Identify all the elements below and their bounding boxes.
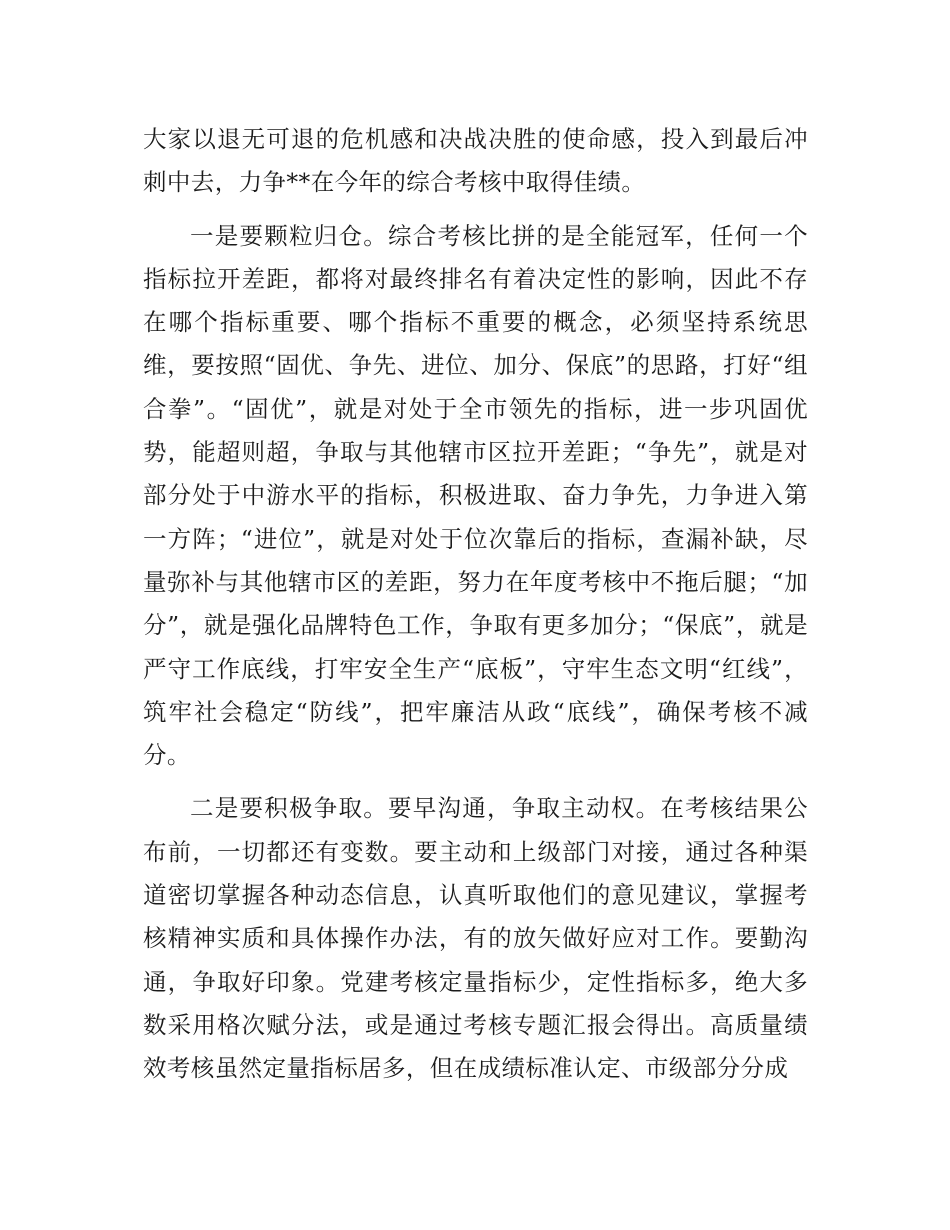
paragraph-point-two: 二是要积极争取。要早沟通，争取主动权。在考核结果公布前，一切都还有变数。要主动和上级部门对接，通过各种渠道密切掌握各种动态信息，认真听取他们的意见建议，掌握考核精神实质和具体操作办法，有的放矢做好应对工作。要勤沟通，争取好印象。党建考核定量指标少，定性指标多，绝大多数采用格次赋分法，或是通过考核专题汇报会得出。高质量绩效考核虽然定量指标居多，但在成绩标准认定、市级部分分成 (143, 794, 808, 1083)
paragraph-point-one: 一是要颗粒归仓。综合考核比拼的是全能冠军，任何一个指标拉开差距，都将对最终排名有着决定性的影响，因此不存在哪个指标重要、哪个指标不重要的概念，必须坚持系统思维，要按照“固优、争先、进位、加分、保底”的思路，打好“组合拳”。“固优”，就是对处于全市领先的指标，进一步巩固优势，能超则超，争取与其他辖市区拉开差距；“争先”，就是对部分处于中游水平的指标，积极进取、奋力争先，力争进入第一方阵；“进位”，就是对处于位次靠后的指标，查漏补缺，尽量弥补与其他辖市区的差距，努力在年度考核中不拖后腿；“加分”，就是强化品牌特色工作，争取有更多加分；“保底”，就是严守工作底线，打牢安全生产“底板”，守牢生态文明“红线”，筑牢社会稳定“防线”，把牢廉洁从政“底线”，确保考核不减分。 (143, 221, 808, 770)
paragraph-continuation: 大家以退无可退的危机感和决战决胜的使命感，投入到最后冲刺中去，力争**在今年的综合考核中取得佳绩。 (143, 125, 808, 197)
document-body (143, 118, 808, 1091)
